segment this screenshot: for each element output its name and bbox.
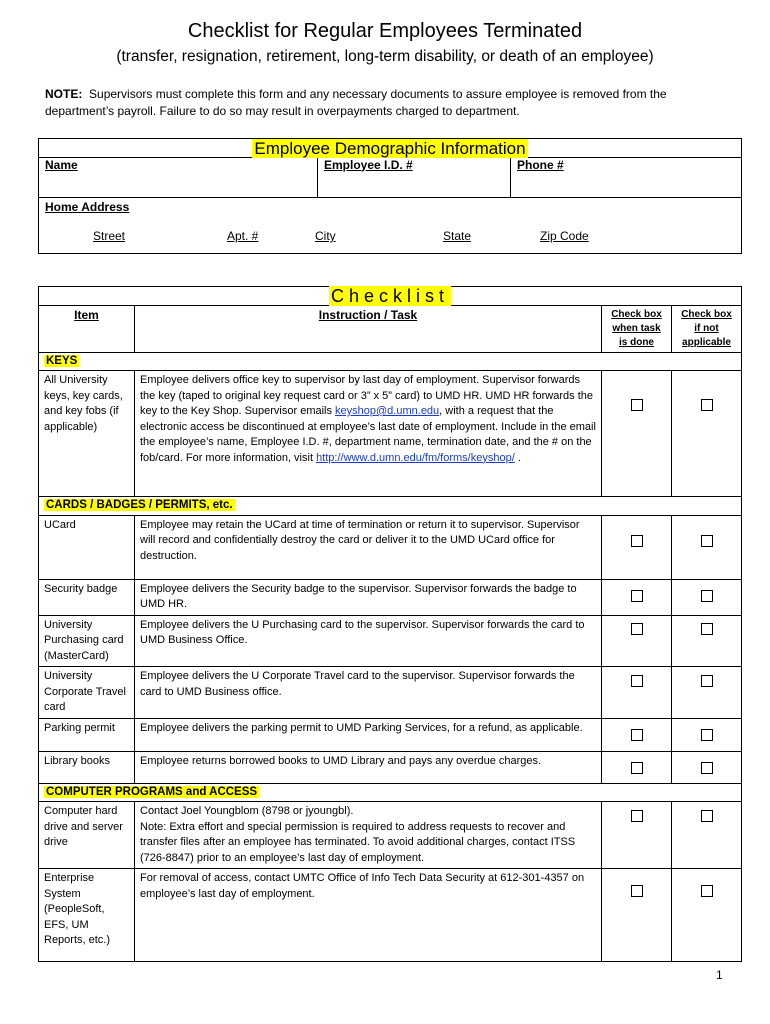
page-number: 1 [716, 968, 723, 982]
table-row [39, 667, 742, 719]
not-applicable-checkbox[interactable] [701, 623, 713, 635]
checklist-header [39, 287, 742, 306]
zip-label: Zip Code [540, 229, 589, 243]
done-checkbox[interactable] [631, 729, 643, 741]
street-label: Street [93, 229, 126, 243]
section-title: CARDS / BADGES / PERMITS, etc. [46, 499, 233, 511]
not-applicable-checkbox[interactable] [701, 762, 713, 774]
row-task-text: Employee delivers office key to supervisor by last day of employment. Supervisor forwards the key (taped to original key request card or 3” x 5” card) to UMD HR. UMD HR forwards the key to the Key Shop. Supervisor emails [140, 374, 593, 417]
row-item: Computer hard drive and server drive [39, 802, 135, 869]
row-task: Contact Joel Youngblom (8798 or jyoungbl). Note: Extra effort and special permission is required to address requests to recover and transfer files after an employee has terminated. To avoid additional charges, contact ITSS (726-8847) prior to an employee’s last day of employment. [135, 802, 602, 869]
not-applicable-checkbox[interactable] [701, 885, 713, 897]
section-title: COMPUTER PROGRAMS and ACCESS [46, 785, 258, 798]
keyshop-email-link[interactable]: keyshop@d.umn.edu [335, 405, 440, 417]
checklist-table [38, 286, 742, 962]
row-item: University Purchasing card (MasterCard) [39, 615, 135, 667]
table-row [39, 615, 742, 667]
table-row [39, 751, 742, 783]
city-label: City [315, 229, 336, 243]
phone-field[interactable] [511, 157, 742, 197]
column-header-task: Instruction / Task [135, 305, 602, 352]
not-applicable-checkbox[interactable] [701, 535, 713, 547]
page-subtitle: (transfer, resignation, retirement, long-term disability, or death of an employee) [116, 48, 654, 65]
done-checkbox[interactable] [631, 399, 643, 411]
row-item: UCard [39, 515, 135, 579]
table-row [39, 718, 742, 751]
row-task: For removal of access, contact UMTC Office of Info Tech Data Security at 612-301-4357 on employee’s last day of employment. [135, 869, 602, 962]
section-keys [39, 352, 742, 371]
name-field[interactable] [39, 157, 318, 197]
not-applicable-checkbox[interactable] [701, 675, 713, 687]
row-item: Security badge [39, 579, 135, 615]
row-task: Employee returns borrowed books to UMD Library and pays any overdue charges. [135, 751, 602, 783]
table-row [39, 869, 742, 962]
table-row [39, 579, 742, 615]
row-item: Enterprise System (PeopleSoft, EFS, UM Reports, etc.) [39, 869, 135, 962]
not-applicable-checkbox[interactable] [701, 399, 713, 411]
done-checkbox[interactable] [631, 675, 643, 687]
section-cards-badges-permits [39, 497, 742, 516]
table-row [39, 371, 742, 497]
done-checkbox[interactable] [631, 623, 643, 635]
table-row [39, 515, 742, 579]
name-label: Name [45, 157, 78, 172]
row-item: University Corporate Travel card [39, 667, 135, 719]
row-task: Employee delivers the U Purchasing card to the supervisor. Supervisor forwards the card to UMD Business Office. [135, 615, 602, 667]
row-task: Employee may retain the UCard at time of termination or return it to supervisor. Supervisor will record and confidentially destroy the card or deliver it to the UMD UCard office for destruction. [135, 515, 602, 579]
not-applicable-checkbox[interactable] [701, 590, 713, 602]
section-computer-programs-access [39, 783, 742, 802]
state-label: State [443, 229, 472, 243]
row-task: Employee delivers the Security badge to the supervisor. Supervisor forwards the badge to UMD HR. [135, 579, 602, 615]
apt-label: Apt. # [227, 229, 259, 243]
done-checkbox[interactable] [631, 535, 643, 547]
note-text: Supervisors must complete this form and any necessary documents to assure employee is removed from the department’s payroll. Failure to do so may result in overpayments charged to department. [45, 87, 667, 118]
row-task [135, 371, 602, 497]
column-header-not-applicable: Check box if not applicable [672, 305, 742, 352]
note-paragraph [45, 86, 735, 120]
row-item: Parking permit [39, 718, 135, 751]
done-checkbox[interactable] [631, 810, 643, 822]
done-checkbox[interactable] [631, 885, 643, 897]
employee-id-label: Employee I.D. # [324, 157, 413, 172]
column-header-item: Item [39, 305, 135, 352]
demographic-header-text: Employee Demographic Information [254, 139, 526, 158]
home-address-label: Home Address [45, 199, 130, 214]
page-title: Checklist for Regular Employees Terminated [187, 20, 583, 42]
home-address-field[interactable] [39, 197, 742, 253]
demographic-header [39, 139, 742, 158]
row-task: Employee delivers the U Corporate Travel card to the supervisor. Supervisor forwards the card to UMD Business office. [135, 667, 602, 719]
note-label: NOTE: [45, 87, 83, 101]
keyshop-url-link[interactable]: http://www.d.umn.edu/fm/forms/keyshop/ [316, 451, 515, 464]
column-header-done: Check box when task is done [602, 305, 672, 352]
done-checkbox[interactable] [631, 762, 643, 774]
row-task-text: . [514, 451, 521, 464]
not-applicable-checkbox[interactable] [701, 729, 713, 741]
section-title: KEYS [46, 354, 78, 367]
demographic-table [38, 138, 742, 254]
row-task: Employee delivers the parking permit to UMD Parking Services, for a refund, as applicable. [135, 718, 602, 751]
done-checkbox[interactable] [631, 590, 643, 602]
row-task-text: , with a request that the electronic access be discontinued at employee’s last date of employment. Include in the email the employee’s name, Employee I.D. #, department name, termination date, and the # on the fob/card. For more information, visit [140, 405, 596, 464]
row-item: Library books [39, 751, 135, 783]
table-row [39, 802, 742, 869]
employee-id-field[interactable] [318, 157, 511, 197]
not-applicable-checkbox[interactable] [701, 810, 713, 822]
checklist-header-text: Checklist [330, 286, 450, 306]
phone-label: Phone # [517, 157, 564, 172]
row-item: All University keys, key cards, and key fobs (if applicable) [39, 371, 135, 497]
